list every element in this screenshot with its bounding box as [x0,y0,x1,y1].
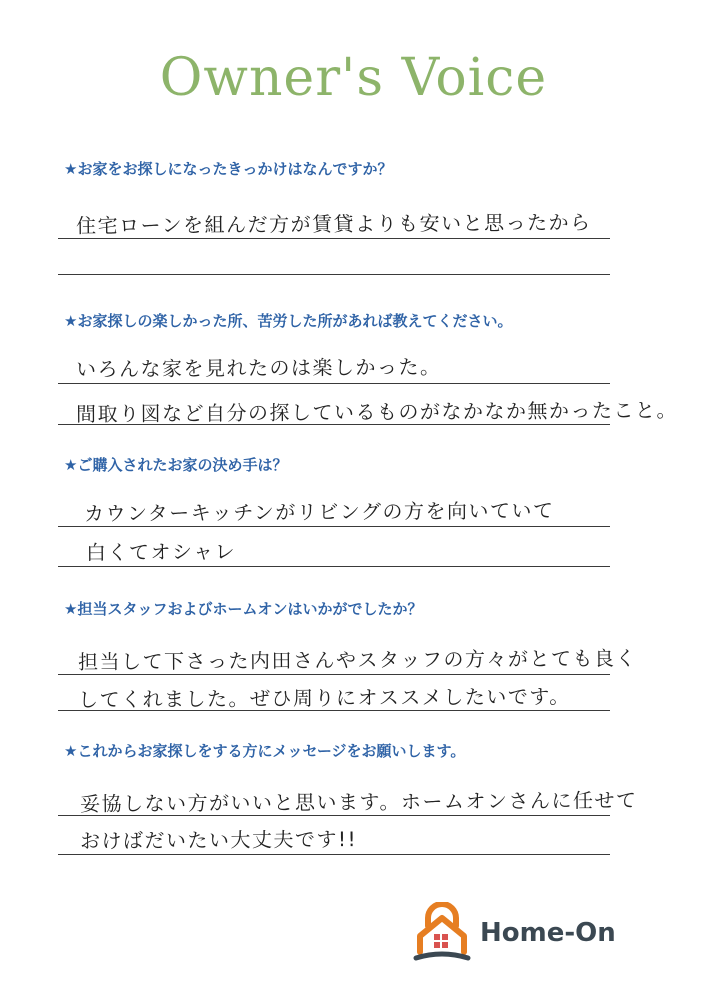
answer-rule [58,383,610,384]
qa-section-3 [58,450,610,580]
answer-rule [58,424,610,425]
question-text: ★お家探しの楽しかった所、苦労した所があれば教えてください。 [64,312,513,330]
answer-line-text: 妥協しない方がいいと思います。ホームオンさんに任せて [79,788,638,816]
qa-section-4 [58,594,638,724]
answer-line-text: カウンターキッチンがリビングの方を向いていて [83,498,555,526]
page-title: Owner's Voice [159,48,548,108]
answer-rule [58,526,610,527]
answer-rule [58,815,610,816]
answer-line-text: 担当して下さった内田さんやスタッフの方々がとても良く [77,646,638,674]
answer-line-text: おけばだいたい大丈夫です!! [79,827,358,853]
question-text: ★これからお家探しをする方にメッセージをお願いします。 [64,742,466,760]
answer-line-text: いろんな家を見れたのは楽しかった。 [75,354,442,382]
answer-line-text: してくれました。ぜひ周りにオススメしたいです。 [77,684,571,712]
home-on-logo [412,902,652,966]
brand-name: Home-On [480,918,616,948]
question-text: ★ご購入されたお家の決め手は？ [64,456,288,474]
qa-section-2 [58,306,679,436]
qa-section-5 [58,738,638,868]
answer-rule [58,566,610,567]
answer-rule [58,710,610,711]
answer-line-text: 住宅ローンを組んだ方が賃貸よりも安いと思ったから [75,210,592,238]
answer-rule [58,238,610,239]
question-text: ★お家をお探しになったきっかけはなんですか？ [64,160,393,178]
answer-rule [58,674,610,675]
answer-rule [58,274,610,275]
answer-line-text: 間取り図など自分の探しているものがなかなか無かったこと。 [75,397,679,427]
question-text: ★担当スタッフおよびホームオンはいかがでしたか？ [64,600,423,618]
answer-line-text: 白くてオシャレ [85,539,237,565]
answer-rule [58,854,610,855]
house-lock-logo-icon [412,902,472,964]
qa-section-1 [58,152,610,282]
